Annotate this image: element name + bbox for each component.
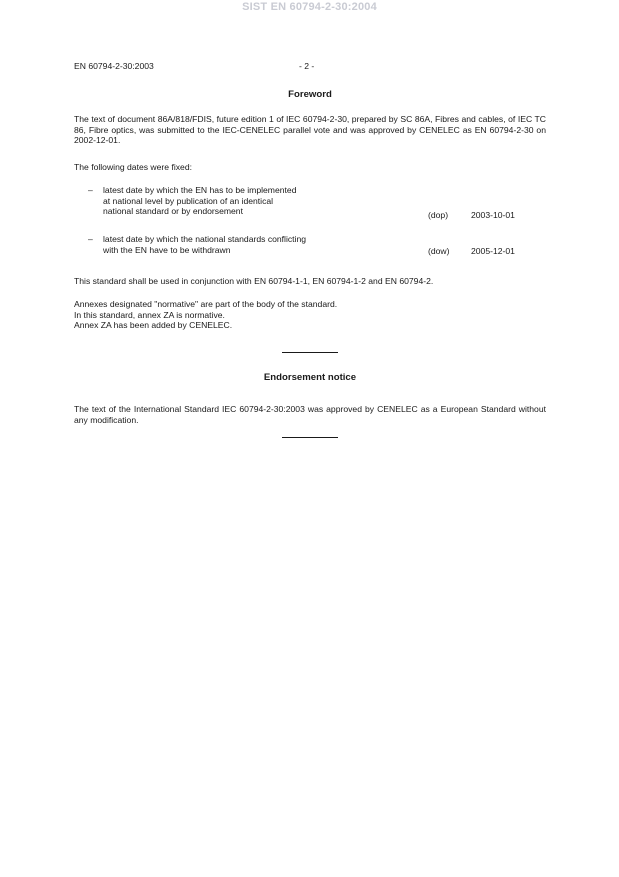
date-value: 2003-10-01 (471, 210, 515, 220)
annex-note-line: In this standard, annex ZA is normative. (74, 309, 225, 320)
document-id: EN 60794-2-30:2003 (74, 61, 154, 71)
page-header (74, 61, 546, 73)
date-code: (dow) (428, 246, 450, 256)
date-item-dow (88, 234, 546, 258)
date-item-line: at national level by publication of an identical (103, 195, 274, 206)
annex-note-line: Annexes designated "normative" are part of the body of the standard. (74, 299, 338, 309)
date-item-dop (88, 185, 546, 219)
endorsement-text: The text of the International Standard IEC 60794-2-30:2003 was approved by CENELEC as a European Standard without any modification. (74, 404, 546, 425)
dash-bullet: – (88, 234, 93, 244)
date-code: (dop) (428, 210, 449, 220)
dash-bullet: – (88, 185, 93, 195)
dates-intro: The following dates were fixed: (74, 162, 192, 172)
date-item-line: with the EN have to be withdrawn (103, 244, 231, 255)
end-divider (282, 437, 338, 438)
date-value: 2005-12-01 (471, 246, 515, 256)
date-item-text (103, 234, 403, 255)
annex-notes (74, 299, 546, 331)
annex-note-line: Annex ZA has been added by CENELEC. (74, 320, 233, 330)
page-number: - 2 - (299, 61, 315, 71)
date-item-line: national standard or by endorsement (103, 206, 243, 216)
foreword-heading: Foreword (288, 89, 332, 100)
conjunction-statement: This standard shall be used in conjunction with EN 60794-1-1, EN 60794-1-2 and EN 60794-2. (74, 276, 434, 286)
date-item-line: latest date by which the national standards conflicting (103, 234, 307, 244)
endorsement-heading: Endorsement notice (263, 372, 357, 383)
date-item-line: latest date by which the EN has to be implemented (103, 185, 297, 195)
section-divider (282, 352, 338, 353)
watermark: SIST EN 60794-2-30:2004 (242, 1, 377, 13)
foreword-intro: The text of document 86A/818/FDIS, future edition 1 of IEC 60794-2-30, prepared by SC 86A, Fibres and cables, of IEC TC 86, Fibre optics, was submitted to the IEC-CENELEC parallel vote and was approved by CENELEC as EN 60794-2-30 on 2002-12-01. (74, 114, 546, 145)
date-item-text (103, 185, 403, 217)
